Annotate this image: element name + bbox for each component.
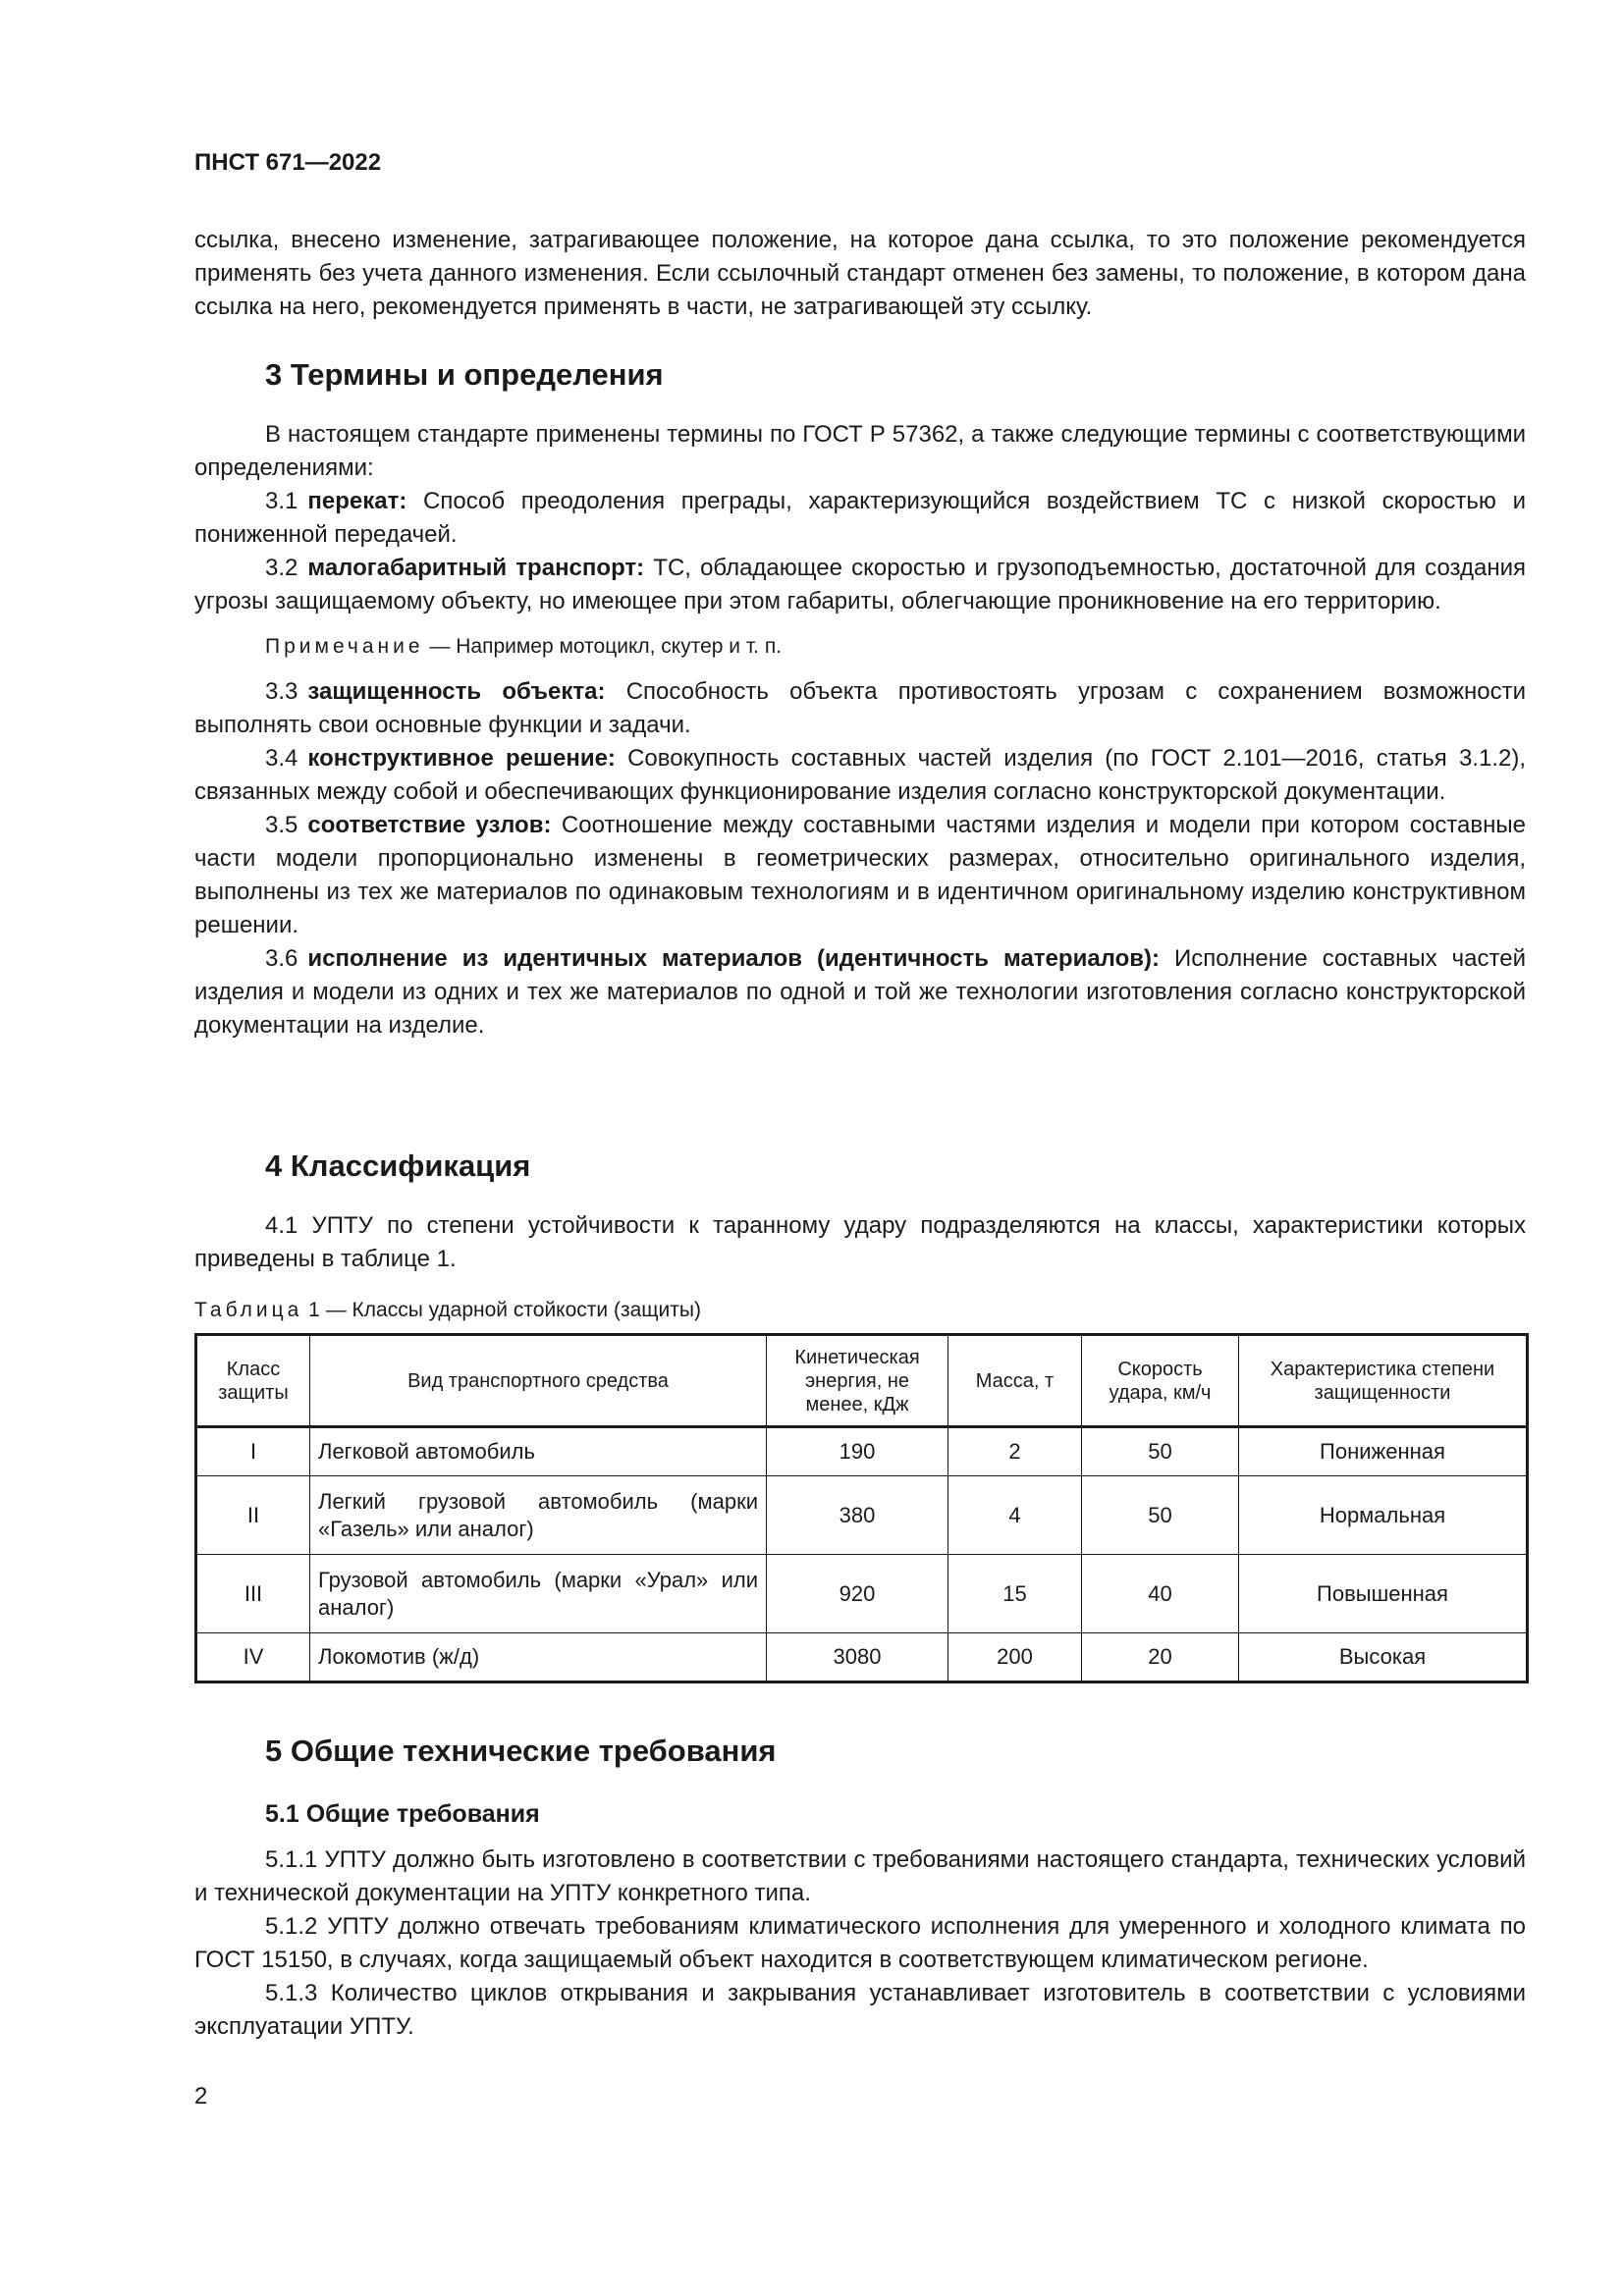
cell-level: Высокая <box>1239 1633 1528 1682</box>
cell-mass: 15 <box>948 1555 1082 1633</box>
cell-vehicle: Легкий грузовой автомобиль (марки «Газель» или аналог) <box>310 1476 767 1555</box>
section-4-title: 4 Классификация <box>265 1148 531 1183</box>
table-row <box>196 1555 1528 1633</box>
col-header-speed: Скорость удара, км/ч <box>1082 1335 1239 1427</box>
cell-level: Повышенная <box>1239 1555 1528 1633</box>
term-3-6: 3.6 исполнение из идентичных материалов (идентичность материалов): Исполнение составных частей изделия и модели из одних и тех же материалов по одной и той же технологии изготовления согласно конструкторской документации на изделие. <box>194 945 1526 1039</box>
cell-mass: 200 <box>948 1633 1082 1682</box>
table-header-row <box>196 1335 1528 1427</box>
intro-continuation: ссылка, внесено изменение, затрагивающее положение, на которое дана ссылка, то это положение рекомендуется применять без учета данного изменения. Если ссылочный стандарт отменен без замены, то положение, в котором дана ссылка на него, рекомендуется применять в части, не затрагивающей эту ссылку. <box>194 227 1526 320</box>
term-note: Примечание — Например мотоцикл, скутер и т. п. <box>265 635 783 658</box>
cell-mass: 4 <box>948 1476 1082 1555</box>
para-5-1-1: 5.1.1 УПТУ должно быть изготовлено в соответствии с требованиями настоящего стандарта, технических условий и технической документации на УПТУ конкретного типа. <box>194 1846 1526 1906</box>
cell-level: Нормальная <box>1239 1476 1528 1555</box>
cell-speed: 40 <box>1082 1555 1239 1633</box>
cell-speed: 20 <box>1082 1633 1239 1682</box>
cell-energy: 380 <box>767 1476 948 1555</box>
col-header-level: Характеристика степени защищенности <box>1239 1335 1528 1427</box>
section-5 <box>194 1732 1526 2044</box>
protection-classes-table <box>194 1333 1529 1683</box>
cell-vehicle: Локомотив (ж/д) <box>310 1633 767 1682</box>
term-3-4: 3.4 конструктивное решение: Совокупность составных частей изделия (по ГОСТ 2.101—2016, статья 3.1.2), связанных между собой и обеспечивающих функционирование изделия согласно конструкторской документации. <box>194 745 1526 805</box>
cell-class: IV <box>196 1633 310 1682</box>
section-4-para: 4.1 УПТУ по степени устойчивости к таранному удару подразделяются на классы, характеристики которых приведены в таблице 1. <box>194 1212 1526 1272</box>
section-5-title: 5 Общие технические требования <box>265 1734 777 1768</box>
cell-energy: 3080 <box>767 1633 948 1682</box>
col-header-vehicle: Вид транспортного средства <box>310 1335 767 1427</box>
cell-vehicle: Легковой автомобиль <box>310 1427 767 1476</box>
term-3-1: 3.1 перекат: Способ преодоления преграды, характеризующийся воздействием ТС с низкой скоростью и пониженной передачей. <box>194 488 1526 548</box>
cell-speed: 50 <box>1082 1427 1239 1476</box>
col-header-mass: Масса, т <box>948 1335 1082 1427</box>
cell-energy: 920 <box>767 1555 948 1633</box>
col-header-class: Класс защиты <box>196 1335 310 1427</box>
cell-class: III <box>196 1555 310 1633</box>
cell-mass: 2 <box>948 1427 1082 1476</box>
table-1-caption: Таблица 1 — Классы ударной стойкости (защиты) <box>194 1299 701 1321</box>
section-3-intro: В настоящем стандарте применены термины по ГОСТ Р 57362, а также следующие термины с соответствующими определениями: <box>194 421 1526 481</box>
cell-class: I <box>196 1427 310 1476</box>
cell-speed: 50 <box>1082 1476 1239 1555</box>
page-number: 2 <box>194 2083 208 2109</box>
section-5-1-title: 5.1 Общие требования <box>265 1800 540 1828</box>
section-4 <box>194 1147 1526 1683</box>
section-3 <box>194 355 1526 1042</box>
term-3-2: 3.2 малогабаритный транспорт: ТС, обладающее скоростью и грузоподъемностью, достаточной для создания угрозы защищаемому объекту, но имеющее при этом габариты, облегчающие проникновение на его территорию. <box>194 555 1526 614</box>
section-3-title: 3 Термины и определения <box>265 357 664 392</box>
cell-class: II <box>196 1476 310 1555</box>
cell-vehicle: Грузовой автомобиль (марки «Урал» или аналог) <box>310 1555 767 1633</box>
intro-block <box>194 224 1526 324</box>
term-3-5: 3.5 соответствие узлов: Соотношение между составными частями изделия и модели при котором составные части модели пропорционально изменены в геометрических размерах, относительно оригинального изделия, выполнены из тех же материалов по одинаковым технологиям и в идентичном оригинальному изделию конструктивном решении. <box>194 812 1527 938</box>
col-header-energy: Кинетическая энергия, не менее, кДж <box>767 1335 948 1427</box>
document-code: ПНСТ 671—2022 <box>194 149 382 176</box>
cell-energy: 190 <box>767 1427 948 1476</box>
para-5-1-2: 5.1.2 УПТУ должно отвечать требованиям климатического исполнения для умеренного и холодного климата по ГОСТ 15150, в случаях, когда защищаемый объект находится в соответствующем климатическом регионе. <box>194 1913 1526 1973</box>
cell-level: Пониженная <box>1239 1427 1528 1476</box>
table-row <box>196 1476 1528 1555</box>
table-row <box>196 1633 1528 1682</box>
para-5-1-3: 5.1.3 Количество циклов открывания и закрывания устанавливает изготовитель в соответствии с условиями эксплуатации УПТУ. <box>194 1980 1526 2040</box>
term-3-3: 3.3 защищенность объекта: Способность объекта противостоять угрозам с сохранением возможности выполнять свои основные функции и задачи. <box>194 678 1526 738</box>
table-row <box>196 1427 1528 1476</box>
